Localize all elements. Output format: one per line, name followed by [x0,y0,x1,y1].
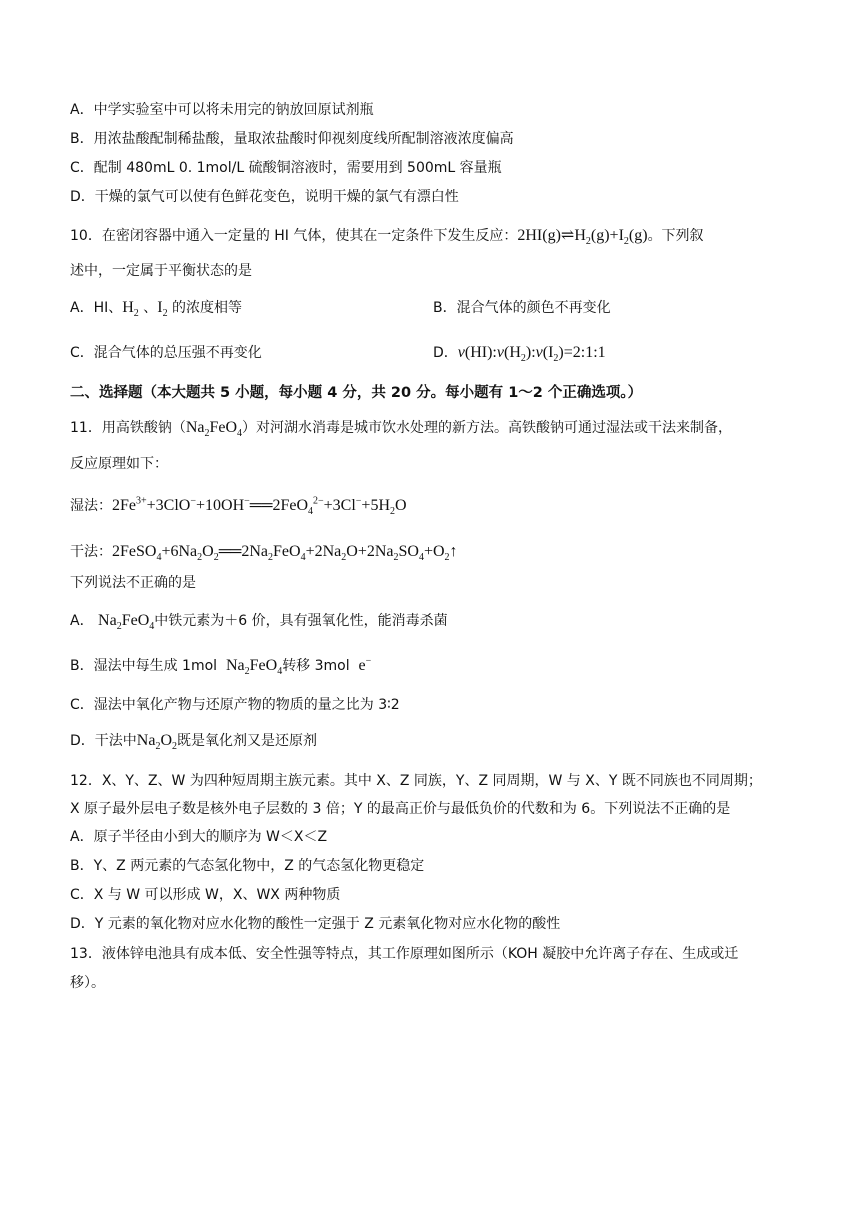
q10-option-a-text: 的浓度相等 [172,300,243,316]
q10-stem-line2: 述中，一定属于平衡状态的是 [70,263,252,279]
q11-stem-suffix: ）对河湖水消毒是城市饮水处理的新方法。高铁酸钠可通过湿法或干法来制备， [242,420,733,436]
q10-reaction-equation: $2HI(g)\rightleftharpoons H_2(g)+I_2(g)$ [517,227,648,248]
q11-option-d: D．干法中$Na_2O_2$既是氧化剂又是还原剂 [70,732,317,753]
q11-option-a: A． $Na_2FeO_4$中铁元素为＋6 价，具有强氧化性，能消毒杀菌 [70,612,448,633]
q10-stem [70,226,704,246]
q12-stem-line1: 12．X、Y、Z、W 为四种短周期主族元素。其中 X、Z 同族，Y、Z 同周期，W 与 X、Y 既不同族也不同周期； [70,773,762,789]
dry-method-label: 干法： [70,544,112,560]
q10-stem-suffix: 。下列叙 [647,228,704,244]
q12-option-a: A．原子半径由小到大的顺序为 W＜X＜Z [70,829,328,845]
q11-option-b: B．湿法中每生成 1mol $Na_2FeO_4$转移 3mol e− [70,655,372,678]
q11-option-d-text: D．干法中 [70,733,137,749]
q9-option-a: A．中学实验室中可以将未用完的钠放回原试剂瓶 [70,102,374,118]
q11-option-c: C．湿法中氧化产物与还原产物的物质的量之比为 3∶2 [70,697,400,713]
q10-option-d [433,343,606,363]
q11-option-d-suffix: 既是氧化剂又是还原剂 [177,733,317,749]
q12-option-d: D．Y 元素的氧化物对应水化物的酸性一定强于 Z 元素氧化物对应水化物的酸性 [70,916,561,932]
q12-option-b: B．Y、Z 两元素的气态氢化物中，Z 的气态氢化物更稳定 [70,858,425,874]
section-2-title: 二、选择题（本大题共 5 小题，每小题 4 分，共 20 分。每小题有 1～2 个正确选项。） [70,385,643,401]
q12-option-c: C．X 与 W 可以形成 W，X、WX 两种物质 [70,887,341,903]
q10-rate-ratio: $v(HI):v(H_2):v(I_2)=2:1:1$ [457,344,606,365]
q10-option-a: A．HI、$H_2$ 、$I_2$ 的浓度相等 [70,299,243,320]
q10-option-c: C．混合气体的总压强不再变化 [70,345,262,361]
q13-stem-line1: 13．液体锌电池具有成本低、安全性强等特点，其工作原理如图所示（KOH 凝胶中允许离子存在、生成或迁 [70,946,739,962]
q9-option-c: C．配制 480mL 0. 1mol/L 硫酸铜溶液时，需要用到 500mL 容量瓶 [70,160,502,176]
q11-dry-method [70,542,458,562]
q9-option-b: B．用浓盐酸配制稀盐酸，量取浓盐酸时仰视刻度线所配制溶液浓度偏高 [70,131,514,147]
wet-method-label: 湿法： [70,498,112,514]
q13-stem-line2: 移）。 [70,975,105,991]
q11-stem-line2: 反应原理如下： [70,456,168,472]
q11-wet-method [70,496,407,516]
q10-option-d-label: D． [433,345,458,361]
dry-method-equation: $2FeSO_4+6Na_2O_2══2Na_2FeO_4+2Na_2O+2Na_2SO_4+O_2↑$ [112,543,458,564]
q11-option-b-mid: 转移 3mol [282,658,350,674]
q11-question: 下列说法不正确的是 [70,575,196,591]
q10-option-b: B．混合气体的颜色不再变化 [433,300,611,316]
q11-stem-text: 11．用高铁酸钠（ [70,420,186,436]
q11-option-a-label: A． [70,613,94,629]
q11-stem: 11．用高铁酸钠$(Na_2FeO_4)$对河湖水消毒是城市饮水处理的新方法。高铁酸钠可通过湿法或干法来制备， [70,419,733,440]
wet-method-equation: $2Fe^{3+}+3ClO^-+10OH^-══2FeO_4^{2-}+3Cl^-+5H_2O$ [112,495,407,518]
q12-stem-line2: X 原子最外层电子数是核外电子层数的 3 倍；Y 的最高正价与最低负价的代数和为 6。下列说法不正确的是 [70,801,731,817]
q10-stem-text: 10．在密闭容器中通入一定量的 HI 气体，使其在一定条件下发生反应： [70,228,518,244]
q11-option-b-text: B．湿法中每生成 1mol [70,658,218,674]
q10-option-a-label: A．HI、 [70,300,123,316]
q11-option-a-text: 中铁元素为＋6 价，具有强氧化性，能消毒杀菌 [154,613,448,629]
q9-option-d: D．干燥的氯气可以使有色鲜花变色，说明干燥的氯气有漂白性 [70,189,459,205]
